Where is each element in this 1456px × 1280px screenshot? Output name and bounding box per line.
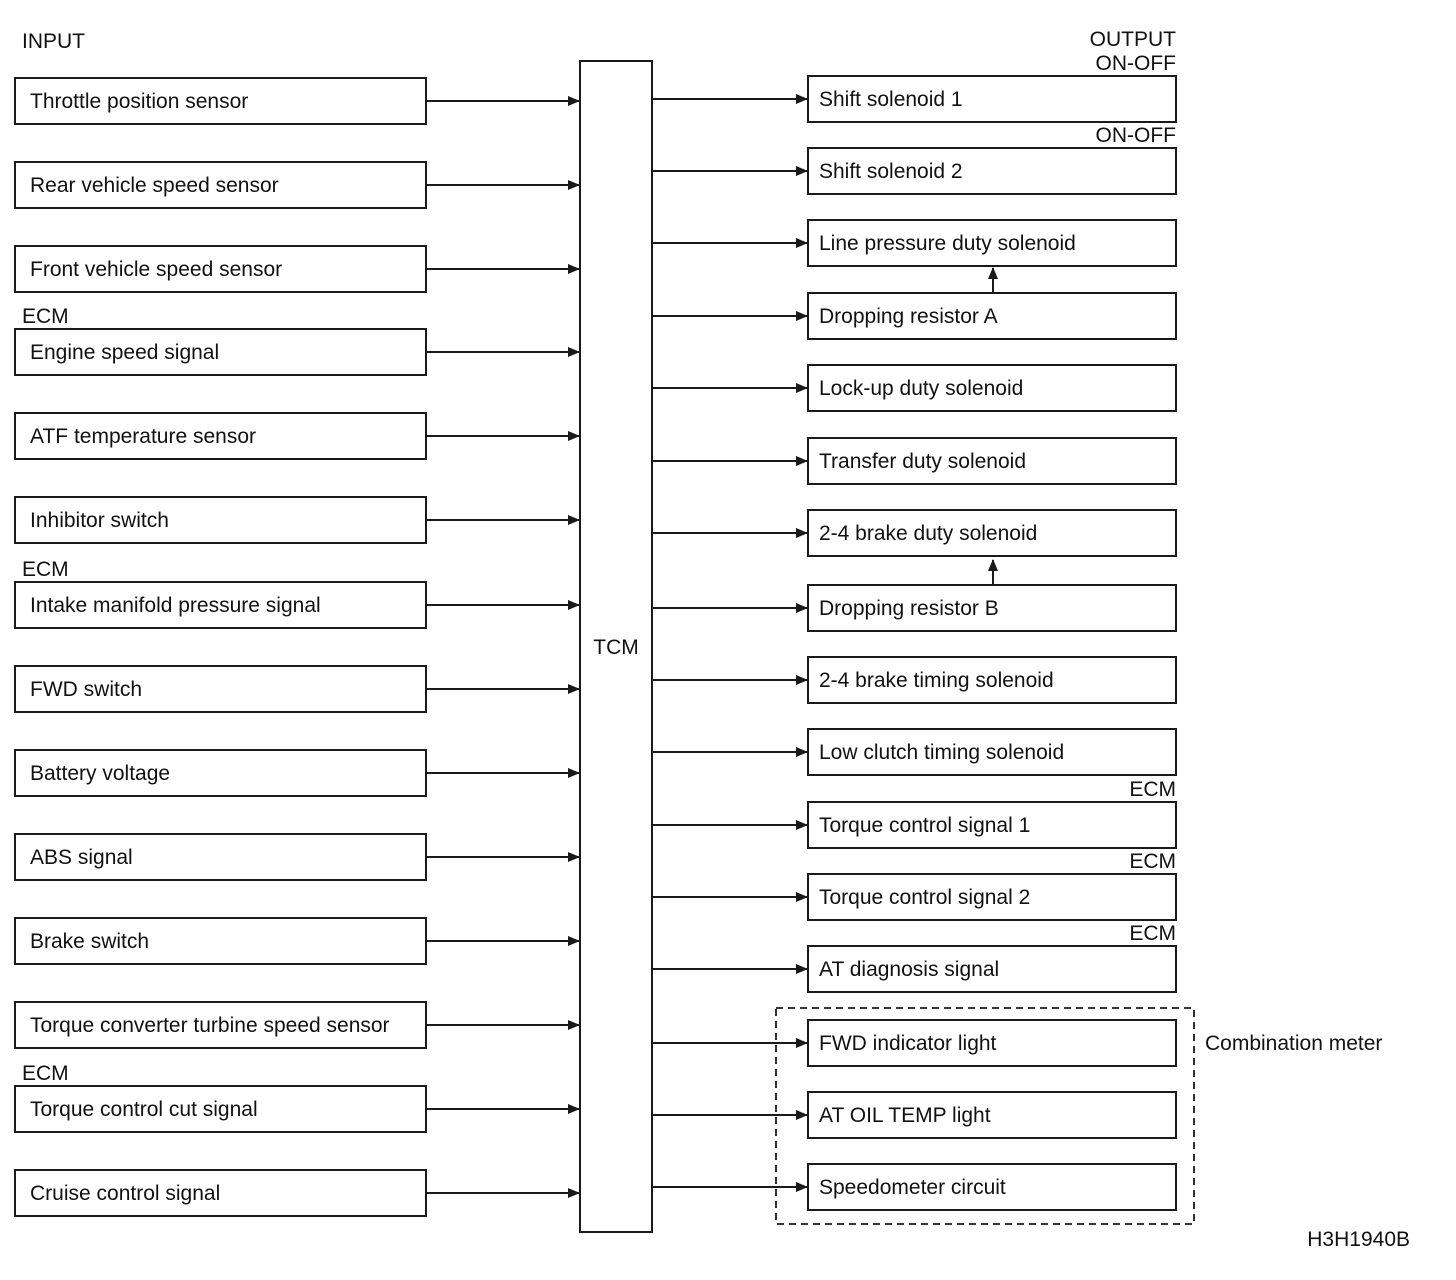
output-label: Shift solenoid 2 bbox=[819, 160, 963, 183]
output-label: Dropping resistor A bbox=[819, 305, 998, 328]
output-item bbox=[652, 585, 1176, 631]
input-item bbox=[15, 558, 579, 628]
input-item bbox=[15, 750, 579, 796]
input-item bbox=[15, 413, 579, 459]
input-item bbox=[15, 78, 579, 124]
tcm-label: TCM bbox=[593, 636, 639, 659]
output-label: Torque control signal 2 bbox=[819, 886, 1031, 909]
output-item bbox=[652, 52, 1176, 122]
output-label: Shift solenoid 1 bbox=[819, 88, 963, 111]
output-label: AT diagnosis signal bbox=[819, 958, 1000, 981]
output-item bbox=[652, 922, 1176, 992]
output-label: Dropping resistor B bbox=[819, 597, 999, 620]
input-item bbox=[15, 246, 579, 292]
output-label: 2-4 brake duty solenoid bbox=[819, 522, 1038, 545]
input-label: Battery voltage bbox=[30, 762, 171, 785]
input-item bbox=[15, 834, 579, 880]
output-item bbox=[652, 124, 1176, 194]
output-item bbox=[652, 510, 1176, 556]
input-label: Torque converter turbine speed sensor bbox=[30, 1014, 390, 1037]
input-item bbox=[15, 1062, 579, 1132]
output-label: Line pressure duty solenoid bbox=[819, 232, 1076, 255]
input-label: ABS signal bbox=[30, 846, 133, 869]
output-source-tag: ECM bbox=[1129, 850, 1176, 873]
input-item bbox=[15, 162, 579, 208]
output-label: Low clutch timing solenoid bbox=[819, 741, 1065, 764]
input-label: Cruise control signal bbox=[30, 1182, 221, 1205]
output-item bbox=[652, 438, 1176, 484]
output-label: 2-4 brake timing solenoid bbox=[819, 669, 1054, 692]
input-label: Inhibitor switch bbox=[30, 509, 169, 532]
output-item bbox=[652, 1164, 1176, 1210]
input-source-tag: ECM bbox=[22, 305, 69, 328]
output-label: Torque control signal 1 bbox=[819, 814, 1031, 837]
output-label: AT OIL TEMP light bbox=[819, 1104, 991, 1127]
output-item bbox=[652, 1020, 1176, 1066]
output-header: OUTPUT bbox=[1089, 28, 1176, 51]
output-item bbox=[652, 850, 1176, 920]
output-item bbox=[652, 657, 1176, 703]
input-source-tag: ECM bbox=[22, 1062, 69, 1085]
input-item bbox=[15, 1170, 579, 1216]
output-label: Speedometer circuit bbox=[819, 1176, 1006, 1199]
input-label: Throttle position sensor bbox=[30, 90, 249, 113]
output-source-tag: ECM bbox=[1129, 778, 1176, 801]
output-item bbox=[652, 365, 1176, 411]
figure-id: H3H1940B bbox=[1307, 1228, 1410, 1251]
input-label: Intake manifold pressure signal bbox=[30, 594, 321, 617]
input-item bbox=[15, 305, 579, 375]
input-item bbox=[15, 1002, 579, 1048]
input-item bbox=[15, 918, 579, 964]
input-header: INPUT bbox=[22, 30, 85, 53]
outputs-group bbox=[652, 52, 1176, 1210]
output-label: Transfer duty solenoid bbox=[819, 450, 1026, 473]
output-item bbox=[652, 778, 1176, 848]
inputs-group bbox=[15, 78, 579, 1216]
output-item bbox=[652, 729, 1176, 775]
input-item bbox=[15, 497, 579, 543]
combination-meter-label: Combination meter bbox=[1205, 1032, 1383, 1055]
output-label: FWD indicator light bbox=[819, 1032, 997, 1055]
input-label: Front vehicle speed sensor bbox=[30, 258, 283, 281]
input-item bbox=[15, 666, 579, 712]
input-source-tag: ECM bbox=[22, 558, 69, 581]
output-item bbox=[652, 293, 1176, 339]
output-item bbox=[652, 1092, 1176, 1138]
input-label: Rear vehicle speed sensor bbox=[30, 174, 279, 197]
input-label: ATF temperature sensor bbox=[30, 425, 257, 448]
output-source-tag: ON-OFF bbox=[1095, 52, 1176, 75]
input-label: Torque control cut signal bbox=[30, 1098, 258, 1121]
input-label: FWD switch bbox=[30, 678, 142, 701]
input-label: Brake switch bbox=[30, 930, 150, 953]
input-label: Engine speed signal bbox=[30, 341, 220, 364]
output-item bbox=[652, 220, 1176, 266]
output-source-tag: ECM bbox=[1129, 922, 1176, 945]
output-label: Lock-up duty solenoid bbox=[819, 377, 1024, 400]
output-source-tag: ON-OFF bbox=[1095, 124, 1176, 147]
